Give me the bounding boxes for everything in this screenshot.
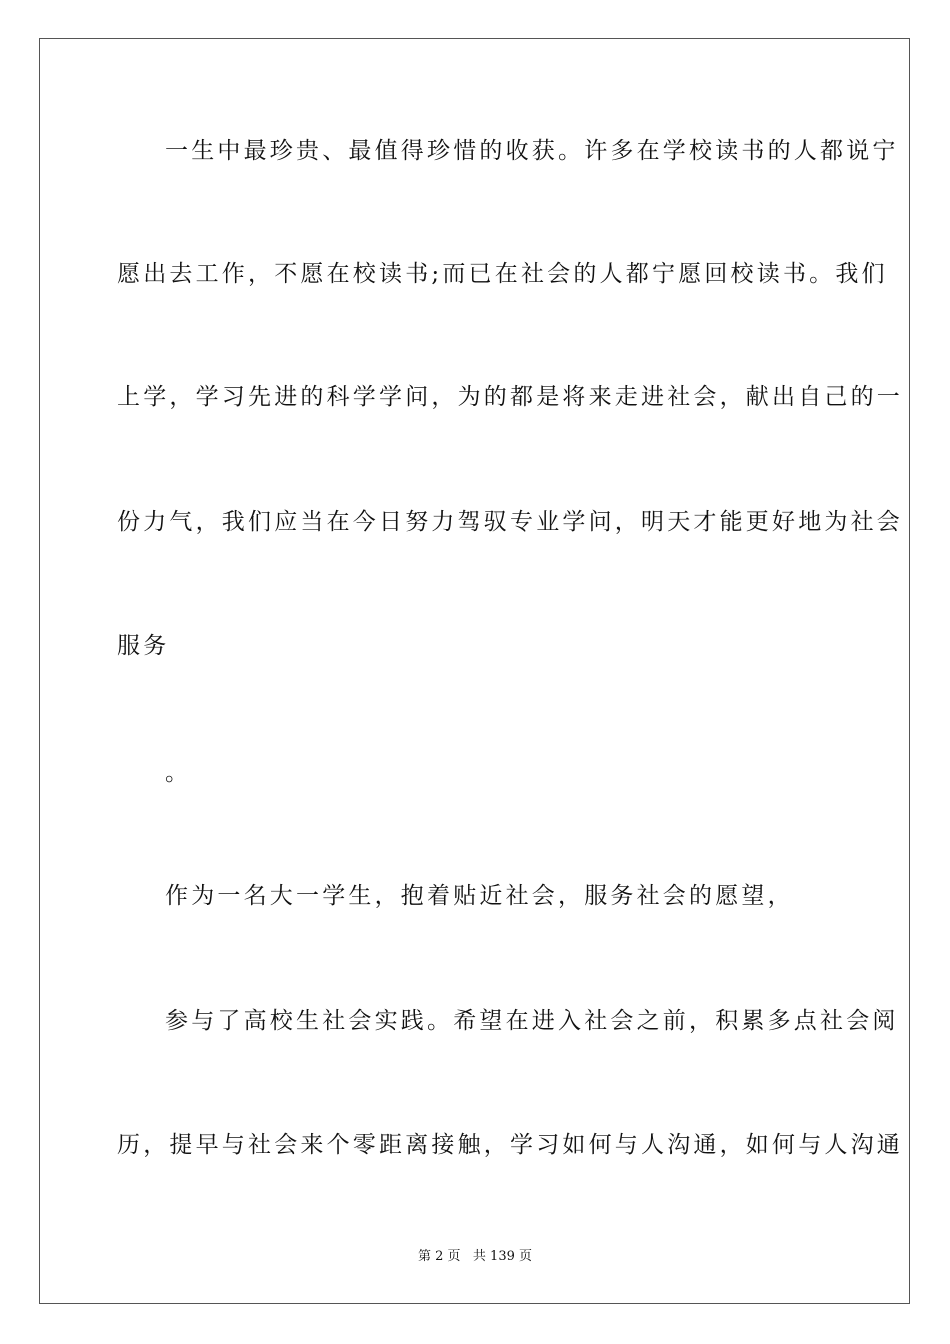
text-line-4: 份力气，我们应当在今日努力驾驭专业学问，明天才能更好地为社会 (117, 509, 903, 535)
text-line-2: 愿出去工作，不愿在校读书;而已在社会的人都宁愿回校读书。我们 (117, 261, 888, 287)
text-line-1: 一生中最珍贵、最值得珍惜的收获。许多在学校读书的人都说宁 (165, 138, 899, 164)
page-number-footer: 第 2 页 共 139 页 (417, 1249, 532, 1264)
text-line-7: 作为一名大一学生，抱着贴近社会，服务社会的愿望， (165, 883, 794, 909)
text-line-6: 。 (165, 760, 192, 786)
text-line-9: 历，提早与社会来个零距离接触，学习如何与人沟通，如何与人沟通 (117, 1132, 903, 1158)
text-line-8: 参与了高校生社会实践。希望在进入社会之前，积累多点社会阅 (165, 1008, 899, 1034)
text-line-3: 上学，学习先进的科学学问，为的都是将来走进社会，献出自己的一 (117, 384, 903, 410)
page-border (39, 38, 910, 1304)
text-line-5: 服务 (117, 633, 170, 659)
